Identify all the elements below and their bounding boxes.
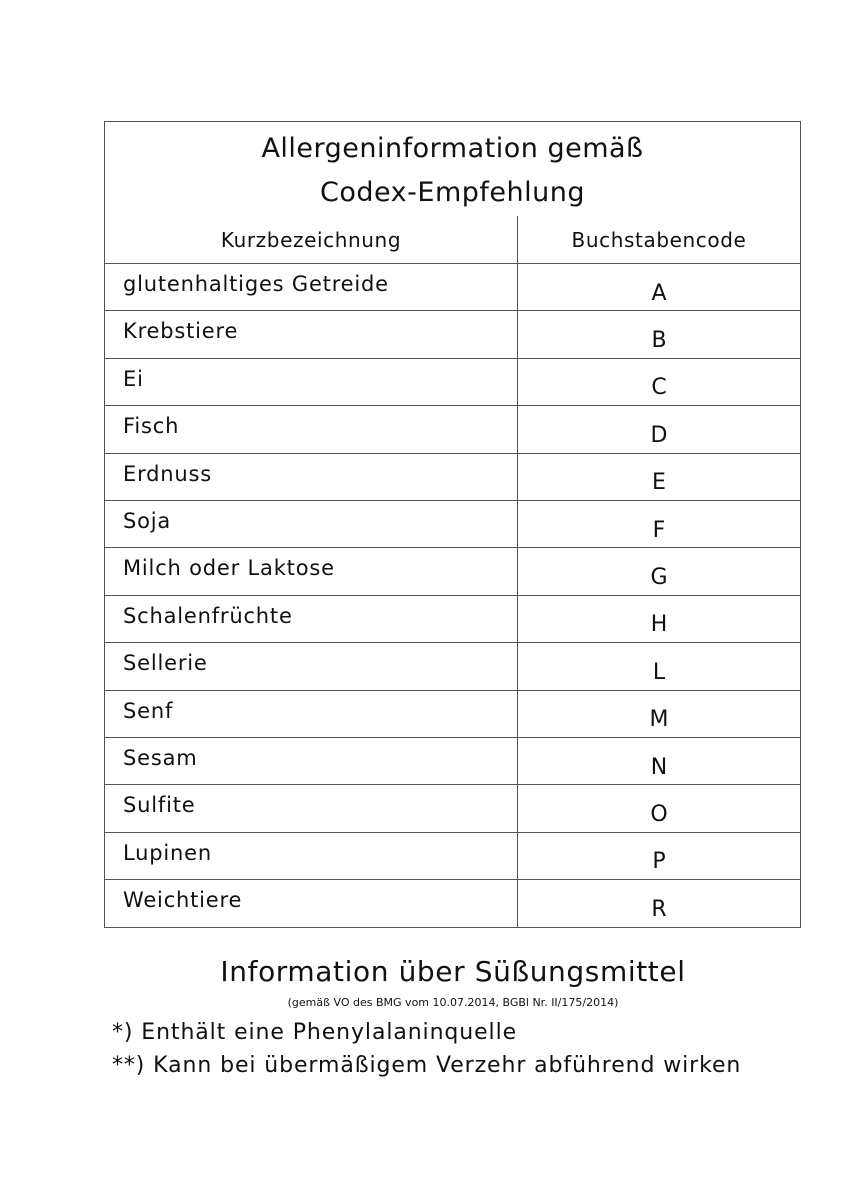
allergen-name: Senf [123, 698, 174, 723]
allergen-table [104, 121, 801, 928]
table-row [105, 264, 800, 311]
table-row [105, 406, 800, 453]
allergen-code: G [517, 548, 800, 594]
allergen-code: M [517, 691, 800, 737]
header-code: Buchstabencode [517, 216, 800, 263]
sweeteners-title: Information über Süßungsmittel [220, 955, 686, 988]
table-row [105, 311, 800, 358]
allergen-code: O [517, 785, 800, 831]
allergen-code: F [517, 501, 800, 547]
table-row [105, 880, 800, 927]
sweetener-note-1: *) Enthält eine Phenylalaninquelle [112, 1020, 518, 1045]
table-body [105, 264, 800, 927]
allergen-code: L [517, 643, 800, 689]
allergen-code: P [517, 833, 800, 879]
allergen-name: Fisch [123, 414, 180, 439]
allergen-name: Erdnuss [123, 461, 212, 486]
allergen-name: Ei [123, 366, 144, 391]
allergen-name: Soja [123, 508, 172, 533]
allergen-code: C [517, 359, 800, 405]
allergen-name: Sesam [123, 745, 198, 770]
allergen-name: Sellerie [123, 651, 208, 676]
allergen-name: Sulfite [123, 793, 196, 818]
table-row [105, 785, 800, 832]
allergen-code: N [517, 738, 800, 784]
table-row [105, 596, 800, 643]
table-title [105, 122, 800, 216]
table-title-line-2: Codex-Empfehlung [320, 177, 585, 208]
allergen-name: Milch oder Laktose [123, 556, 335, 581]
header-name: Kurzbezeichnung [220, 227, 402, 252]
allergen-name: Weichtiere [123, 888, 243, 913]
table-row [105, 691, 800, 738]
allergen-code: E [517, 454, 800, 500]
allergen-code: H [517, 596, 800, 642]
allergen-code: D [517, 406, 800, 452]
allergen-code: R [517, 880, 800, 927]
sweetener-note-2: **) Kann bei übermäßigem Verzehr abführend wirken [112, 1053, 742, 1078]
table-row [105, 643, 800, 690]
allergen-code: A [517, 264, 800, 310]
table-row [105, 454, 800, 501]
table-row [105, 501, 800, 548]
table-row [105, 359, 800, 406]
allergen-code: B [517, 311, 800, 357]
allergen-name: Lupinen [123, 840, 212, 865]
table-row [105, 833, 800, 880]
allergen-name: glutenhaltiges Getreide [123, 272, 389, 296]
sweeteners-subtitle: (gemäß VO des BMG vom 10.07.2014, BGBl Nr. II/175/2014) [287, 996, 619, 1009]
allergen-name: Schalenfrüchte [123, 603, 293, 628]
table-row [105, 548, 800, 595]
table-title-line-1: Allergeninformation gemäß [261, 133, 644, 164]
table-row [105, 738, 800, 785]
allergen-name: Krebstiere [123, 319, 239, 344]
table-header-row [105, 216, 800, 264]
